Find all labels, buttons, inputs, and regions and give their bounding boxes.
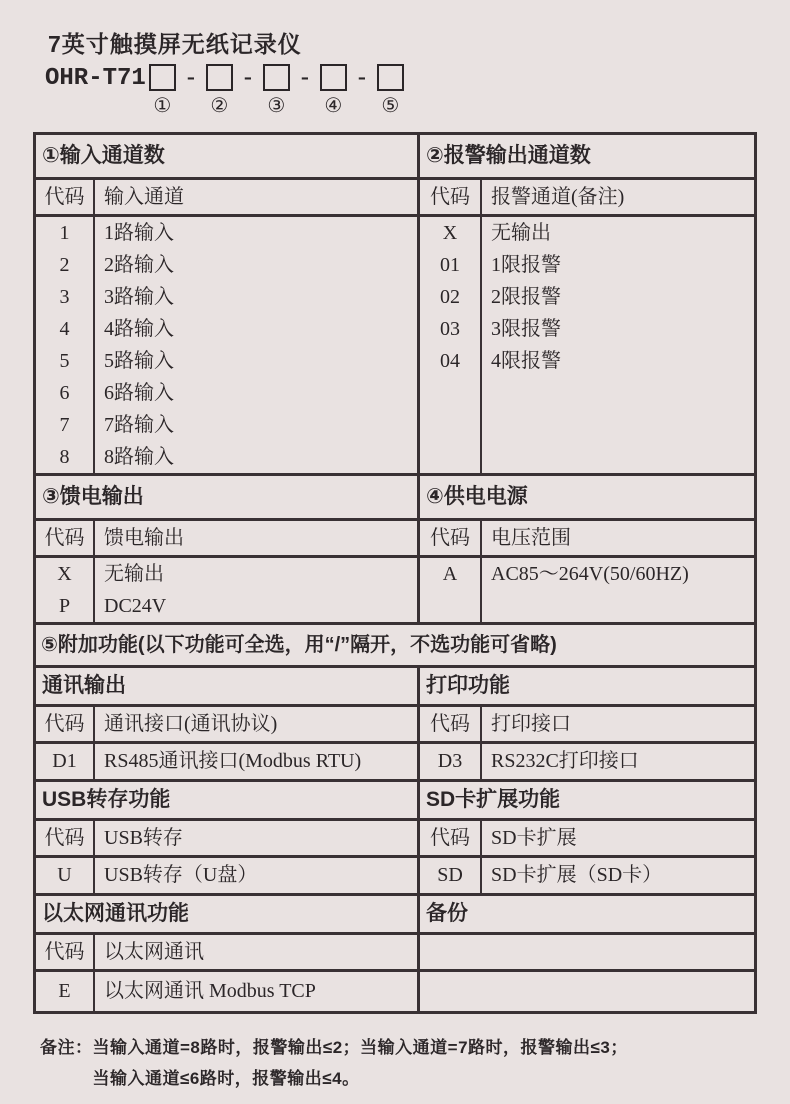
s1-column-header: [36, 180, 420, 214]
code-cell: 8: [59, 446, 70, 468]
position-number-1: ①: [153, 95, 172, 117]
s3-body: [36, 558, 420, 622]
code-cell: 3: [59, 286, 70, 308]
subsection-header-band-usb-sd: [36, 782, 754, 821]
usb-desc-column: [95, 858, 417, 893]
code-header: 代码: [420, 707, 482, 741]
model-dash: -: [300, 64, 309, 90]
column-header-band-comm-print: [36, 707, 754, 744]
eth-column-header: [36, 935, 420, 969]
s4-column-header: [420, 521, 754, 555]
desc-cell: 2限报警: [491, 286, 561, 308]
model-dash: -: [357, 64, 366, 90]
body-band-2: [36, 558, 754, 625]
model-slot-1: [149, 64, 176, 116]
s2-column-header: [420, 180, 754, 214]
s2-body: [420, 217, 754, 473]
model-slot-3: [263, 64, 290, 116]
code-header: 代码: [420, 521, 482, 555]
remark-line-1: 当输入通道=8路时，报警输出≤2；当输入通道=7路时，报警输出≤3；: [92, 1038, 628, 1057]
code-cell: X: [57, 563, 72, 585]
desc-cell: USB转存（U盘）: [104, 864, 258, 886]
desc-cell: 3路输入: [104, 286, 174, 308]
desc-header: 以太网通讯: [104, 941, 204, 963]
position-number-3: ③: [267, 95, 286, 117]
desc-cell: 3限报警: [491, 318, 561, 340]
s2-desc-column: [482, 217, 754, 473]
column-header-band-eth-backup: [36, 935, 754, 972]
model-slot-2: [206, 64, 233, 116]
position-number-5: ⑤: [381, 95, 400, 117]
eth-body: [36, 972, 420, 1011]
code-header: 代码: [36, 935, 95, 969]
subsection-header-band-comm-print: [36, 668, 754, 707]
code-header: 代码: [36, 521, 95, 555]
model-box-3: [263, 64, 290, 91]
eth-code-column: [36, 972, 95, 1011]
sd-body: [420, 858, 754, 893]
desc-cell: 5路输入: [104, 350, 174, 372]
model-slot-4: [320, 64, 347, 116]
model-box-2: [206, 64, 233, 91]
s4-body: [420, 558, 754, 622]
code-header: 代码: [420, 180, 482, 214]
comm-desc-column: [95, 744, 417, 779]
subsection-header-band-eth-backup: [36, 896, 754, 935]
column-header-band-usb-sd: [36, 821, 754, 858]
code-cell: E: [58, 980, 71, 1002]
body-band-eth-backup: [36, 972, 754, 1011]
body-band-usb-sd: [36, 858, 754, 896]
print-column-header: [420, 707, 754, 741]
code-cell: 02: [440, 286, 460, 308]
desc-header: 馈电输出: [104, 527, 184, 549]
s3-desc-column: [95, 558, 417, 622]
s1-desc-column: [95, 217, 417, 473]
desc-cell: AC85～264V(50/60HZ): [491, 563, 689, 585]
s3-code-column: [36, 558, 95, 622]
code-header: 代码: [36, 180, 95, 214]
position-number-4: ④: [324, 95, 343, 117]
desc-cell: 无输出: [104, 563, 164, 585]
section-title-power-supply: ④供电电源: [426, 485, 528, 508]
code-cell: 1: [59, 222, 70, 244]
desc-header: SD卡扩展: [491, 827, 577, 849]
model-box-4: [320, 64, 347, 91]
desc-cell: 6路输入: [104, 382, 174, 404]
section-header-band-1: [36, 135, 754, 180]
usb-code-column: [36, 858, 95, 893]
code-cell: 03: [440, 318, 460, 340]
code-cell: 4: [59, 318, 70, 340]
eth-desc-column: [95, 972, 417, 1011]
model-dash: -: [186, 64, 195, 90]
remark-line-2: 当输入通道≤6路时，报警输出≤4。: [92, 1069, 360, 1088]
code-header: 代码: [36, 707, 95, 741]
desc-cell: 4路输入: [104, 318, 174, 340]
desc-header: 报警通道(备注): [491, 186, 625, 208]
desc-cell: 7路输入: [104, 414, 174, 436]
code-cell: P: [58, 595, 71, 617]
body-band-1: [36, 217, 754, 476]
comm-body: [36, 744, 420, 779]
code-cell: 5: [59, 350, 70, 372]
code-cell: X: [442, 222, 458, 244]
code-cell: 7: [59, 414, 70, 436]
sd-column-header: [420, 821, 754, 855]
section-title-feed-output: ③馈电输出: [36, 476, 420, 518]
model-slot-5: [377, 64, 404, 116]
code-cell: 2: [59, 254, 70, 276]
desc-cell: RS232C打印接口: [491, 750, 639, 772]
desc-header: 输入通道: [104, 186, 184, 208]
s1-body: [36, 217, 420, 473]
s2-code-column: [420, 217, 482, 473]
desc-cell: 1限报警: [491, 254, 561, 276]
section-title-alarm-outputs: ②报警输出通道数: [426, 144, 591, 167]
code-cell: SD: [437, 864, 463, 886]
body-band-comm-print: [36, 744, 754, 782]
desc-cell: RS485通讯接口(Modbus RTU): [104, 750, 362, 772]
code-cell: U: [57, 864, 72, 886]
subsection-title-print-function: 打印功能: [426, 674, 510, 697]
section-header-band-5: [36, 625, 754, 668]
usb-body: [36, 858, 420, 893]
subsection-title-ethernet: 以太网通讯功能: [36, 896, 420, 932]
desc-header: 打印接口: [491, 713, 571, 735]
desc-cell: DC24V: [104, 595, 167, 617]
desc-cell: 4限报警: [491, 350, 561, 372]
remark-lines: [93, 1032, 628, 1094]
column-header-band-1: [36, 180, 754, 217]
desc-cell: 以太网通讯 Modbus TCP: [104, 980, 316, 1002]
spec-table: [33, 132, 757, 1014]
sd-code-column: [420, 858, 482, 893]
code-cell: 6: [59, 382, 70, 404]
subsection-title-comm-output: 通讯输出: [36, 668, 420, 704]
print-desc-column: [482, 744, 754, 779]
section-title-input-channels: ①输入通道数: [36, 135, 420, 177]
desc-header: 电压范围: [491, 527, 571, 549]
backup-empty-row-1: [420, 935, 754, 969]
page-title: 7英寸触摸屏无纸记录仪: [48, 31, 302, 57]
desc-header: USB转存: [104, 827, 183, 849]
desc-cell: 1路输入: [104, 222, 174, 244]
model-box-5: [377, 64, 404, 91]
s4-code-column: [420, 558, 482, 622]
comm-column-header: [36, 707, 420, 741]
s4-desc-column: [482, 558, 754, 622]
desc-cell: SD卡扩展（SD卡）: [491, 864, 663, 886]
code-cell: 01: [440, 254, 460, 276]
code-cell: 04: [440, 350, 460, 372]
model-prefix: OHR-T71: [45, 65, 146, 92]
desc-cell: 无输出: [491, 222, 551, 244]
subsection-title-usb: USB转存功能: [36, 782, 420, 818]
backup-empty-row-2: [420, 972, 754, 1011]
column-header-band-2: [36, 521, 754, 558]
sd-desc-column: [482, 858, 754, 893]
desc-cell: 2路输入: [104, 254, 174, 276]
subsection-title-backup: 备份: [426, 902, 468, 925]
usb-column-header: [36, 821, 420, 855]
print-body: [420, 744, 754, 779]
code-cell: D1: [52, 750, 77, 772]
model-code-line: [45, 64, 404, 116]
position-number-2: ②: [210, 95, 229, 117]
model-box-1: [149, 64, 176, 91]
desc-cell: 8路输入: [104, 446, 174, 468]
code-header: 代码: [420, 821, 482, 855]
comm-code-column: [36, 744, 95, 779]
code-cell: D3: [437, 750, 463, 772]
model-dash: -: [243, 64, 252, 90]
code-header: 代码: [36, 821, 95, 855]
remark-note: [40, 1032, 628, 1094]
section-header-band-2: [36, 476, 754, 521]
subsection-title-sd: SD卡扩展功能: [426, 788, 561, 811]
code-cell: A: [442, 563, 458, 585]
section-title-extra-functions: ⑤附加功能(以下功能可全选，用“/”隔开，不选功能可省略): [41, 634, 557, 656]
desc-header: 通讯接口(通讯协议): [104, 713, 278, 735]
remark-label: 备注：: [40, 1038, 93, 1057]
print-code-column: [420, 744, 482, 779]
s1-code-column: [36, 217, 95, 473]
s3-column-header: [36, 521, 420, 555]
